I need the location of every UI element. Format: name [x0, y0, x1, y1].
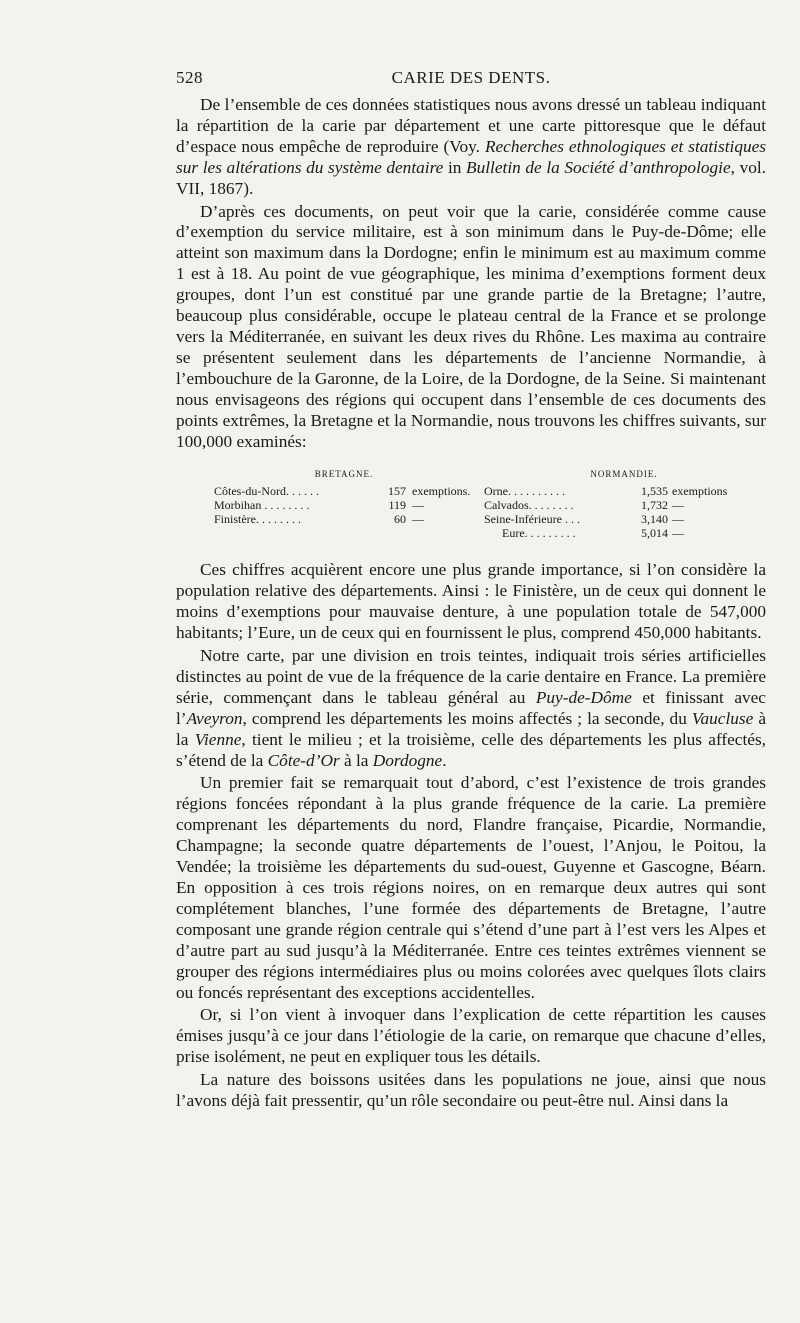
table-title-bretagne: BRETAGNE.	[314, 469, 374, 480]
row-name: Eure. . . . . . . . .	[502, 525, 576, 540]
row-value: 119	[388, 497, 406, 512]
exemptions-table	[176, 468, 766, 546]
running-title: CARIE DES DENTS.	[391, 68, 551, 87]
page-number: 528	[176, 68, 203, 87]
paragraph-6: Or, si l’on vient à invoquer dans l’explication de cette répartition les causes émises jusqu’à ce jour dans l’étiologie de la carie, on remarque que chacune d’elles, prise isolément, ne peut en expliquer tous les détails.	[176, 1005, 766, 1067]
table-row	[214, 513, 474, 527]
row-name: Calvados. . . . . . . .	[484, 497, 574, 512]
paragraph-5: Un premier fait se remarquait tout d’abord, c’est l’existence de trois grandes régions foncées répondant à la plus grande fréquence de la carie. La première comprenant les départements du nord, Flandre française, Picardie, Normandie, Champagne; la seconde quatre départements de l’ouest, l’Anjou, le Poitou, la Vendée; la troisième les départements du sud-ouest, Guyenne et Gascogne, Béarn. En opposition à ces trois régions noires, on en remarque deux autres qui sont complétement blanches, l’une formée des départements de Bretagne, l’autre composant une grande région centrale qui s’étend d’une part à l’est vers les Alpes et d’autre part au sud jusqu’à la Méditerranée. Entre ces teintes extrêmes viennent se grouper des régions intermédiaires plus ou moins colorées avec quelques îlots clairs ou foncés représentant des exceptions accidentelles.	[176, 773, 766, 1002]
row-name: Finistère. . . . . . . .	[214, 511, 301, 526]
row-value: 1,535	[641, 483, 668, 498]
row-unit: exemptions.	[412, 483, 471, 498]
row-value: 5,014	[641, 525, 668, 540]
table-row	[214, 485, 474, 499]
row-unit: —	[412, 511, 424, 526]
row-value: 3,140	[641, 511, 668, 526]
row-unit: —	[672, 511, 684, 526]
paragraph-4: Notre carte, par une division en trois teintes, indiquait trois séries artificielles distinctes au point de vue de la fréquence de la carie dentaire en France. La première série, commençant dans le tableau général au Puy-de-Dôme et finissant avec l’Aveyron, comprend les départements les moins affectés ; la seconde, du Vaucluse à la Vienne, tient le milieu ; et la troisième, celle des départements les plus affectés, s’étend de la Côte-d’Or à la Dordogne.	[176, 646, 766, 770]
row-unit: exemptions	[672, 483, 728, 498]
row-name: Orne. . . . . . . . . .	[484, 483, 565, 498]
page-body	[176, 95, 766, 1114]
paragraph-2: D’après ces documents, on peut voir que la carie, considérée comme cause d’exemption du service militaire, est à son minimum dans le Puy-de-Dôme; elle atteint son maximum dans la Dordogne; enfin le minimum est au maximum comme 1 est à 18. Au point de vue géographique, les minima d’exemptions forment deux groupes, dont l’un est constitué par une grande partie de la Bretagne; l’autre, beaucoup plus considérable, occupe le plateau central de la France et se prolonge vers la Méditerranée, en suivant les deux rives du Rhône. Les maxima au contraire se présentent seulement dans les départements de l’ancienne Normandie, à l’embouchure de la Garonne, de la Loire, de la Dordogne, de la Seine. Si maintenant nous envisageons des régions qui occupent dans l’ensemble de ces documents des points extrêmes, la Bretagne et la Normandie, nous trouvons les chiffres suivants, sur 100,000 examinés:	[176, 201, 766, 451]
table-row	[484, 513, 764, 527]
row-unit: —	[672, 525, 684, 540]
row-name: Côtes-du-Nord. . . . . .	[214, 483, 319, 498]
row-value: 60	[394, 511, 406, 526]
row-value: 1,732	[641, 497, 668, 512]
page-header	[176, 68, 766, 94]
paragraph-7: La nature des boissons usitées dans les populations ne joue, ainsi que nous l’avons déjà fait pressentir, qu’un rôle secondaire ou peut-être nul. Ainsi dans la	[176, 1070, 766, 1111]
table-row	[484, 499, 764, 513]
table-row	[214, 499, 474, 513]
row-unit: —	[412, 497, 424, 512]
paragraph-1: De l’ensemble de ces données statistiques nous avons dressé un tableau indiquant la répartition de la carie par département et une carte pittoresque que le défaut d’espace nous empêche de reproduire (Voy. Recherches ethnologiques et statistiques sur les altérations du système dentaire in Bulletin de la Société d’anthropologie, vol. VII, 1867).	[176, 95, 766, 198]
table-row	[484, 485, 764, 499]
table-row	[484, 527, 764, 541]
row-name: Seine-Inférieure . . .	[484, 511, 580, 526]
table-col-bretagne	[214, 468, 474, 527]
paragraph-3: Ces chiffres acquièrent encore une plus grande importance, si l’on considère la population relative des départements. Ainsi : le Finistère, un de ceux qui donnent le moins d’exemptions pour mauvaise denture, à une population totale de 547,000 habitants; l’Eure, un de ceux qui en fournissent le plus, comprend 450,000 habitants.	[176, 560, 766, 643]
table-col-normandie	[484, 468, 764, 541]
row-value: 157	[388, 483, 406, 498]
row-name: Morbihan . . . . . . . .	[214, 497, 310, 512]
table-title-normandie: NORMANDIE.	[590, 469, 658, 480]
row-unit: —	[672, 497, 684, 512]
